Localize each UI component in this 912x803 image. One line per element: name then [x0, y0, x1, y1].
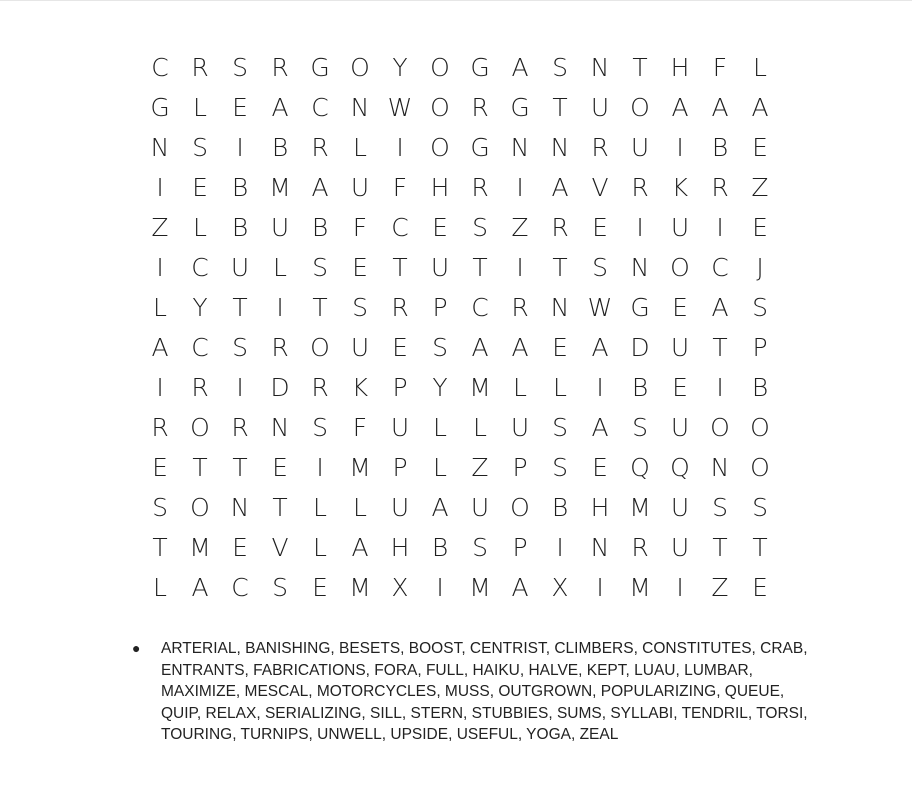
- grid-cell: E: [232, 532, 248, 562]
- grid-cell: O: [430, 52, 450, 82]
- grid-cell: O: [190, 492, 210, 522]
- grid-cell: R: [191, 372, 209, 402]
- grid-cell: M: [189, 532, 211, 562]
- grid-cell: C: [151, 52, 169, 82]
- grid-cell: A: [551, 172, 569, 202]
- grid-cell: W: [587, 292, 613, 322]
- grid-cell: H: [670, 52, 690, 82]
- grid-cell: M: [349, 572, 371, 602]
- grid-cell: S: [552, 52, 568, 82]
- grid-cell: S: [272, 572, 288, 602]
- grid-cell: T: [712, 332, 728, 362]
- grid-cell: U: [670, 532, 690, 562]
- grid-cell: V: [591, 172, 609, 202]
- grid-cell: M: [349, 452, 371, 482]
- grid-cell: N: [350, 92, 370, 122]
- grid-cell: U: [670, 412, 690, 442]
- grid-cell: I: [316, 452, 324, 482]
- grid-cell: C: [311, 92, 329, 122]
- grid-cell: A: [711, 292, 729, 322]
- grid-cell: S: [752, 492, 768, 522]
- grid-cell: T: [232, 452, 248, 482]
- grid-cell: S: [312, 412, 328, 442]
- grid-cell: M: [269, 172, 291, 202]
- grid-cell: O: [510, 492, 530, 522]
- grid-cell: L: [153, 292, 167, 322]
- grid-cell: A: [591, 412, 609, 442]
- grid-cell: A: [311, 172, 329, 202]
- grid-cell: Q: [670, 452, 690, 482]
- grid-cell: E: [592, 212, 608, 242]
- grid-cell: R: [271, 332, 289, 362]
- grid-cell: G: [470, 52, 490, 82]
- grid-cell: H: [590, 492, 610, 522]
- grid-cell: L: [753, 52, 767, 82]
- grid-cell: Z: [511, 212, 529, 242]
- grid-cell: O: [350, 52, 370, 82]
- grid-cell: O: [630, 92, 650, 122]
- grid-cell: O: [310, 332, 330, 362]
- grid-cell: A: [471, 332, 489, 362]
- grid-cell: O: [670, 252, 690, 282]
- grid-cell: R: [271, 52, 289, 82]
- grid-cell: T: [272, 492, 288, 522]
- grid-cell: L: [433, 412, 447, 442]
- grid-cell: S: [232, 52, 248, 82]
- grid-cell: P: [512, 532, 528, 562]
- grid-cell: I: [516, 172, 524, 202]
- grid-cell: C: [191, 332, 209, 362]
- grid-cell: F: [392, 172, 408, 202]
- grid-cell: N: [230, 492, 250, 522]
- grid-cell: X: [391, 572, 409, 602]
- grid-cell: A: [511, 52, 529, 82]
- grid-cell: C: [191, 252, 209, 282]
- grid-cell: I: [596, 572, 604, 602]
- grid-cell: S: [632, 412, 648, 442]
- grid-cell: I: [716, 372, 724, 402]
- grid-cell: U: [630, 132, 650, 162]
- grid-cell: U: [670, 332, 690, 362]
- grid-cell: P: [752, 332, 768, 362]
- grid-cell: E: [272, 452, 288, 482]
- grid-cell: R: [711, 172, 729, 202]
- grid-cell: T: [192, 452, 208, 482]
- grid-cell: R: [311, 372, 329, 402]
- grid-cell: T: [312, 292, 328, 322]
- grid-cell: L: [313, 492, 327, 522]
- bullet-icon: ●: [132, 640, 141, 656]
- grid-cell: E: [752, 212, 768, 242]
- grid-cell: R: [471, 92, 489, 122]
- grid-cell: W: [387, 92, 413, 122]
- grid-cell: U: [430, 252, 450, 282]
- grid-cell: E: [672, 292, 688, 322]
- grid-cell: G: [150, 92, 170, 122]
- grid-cell: U: [590, 92, 610, 122]
- grid-cell: A: [191, 572, 209, 602]
- grid-cell: Z: [751, 172, 769, 202]
- grid-cell: S: [192, 132, 208, 162]
- word-list: [132, 638, 812, 746]
- grid-cell: A: [671, 92, 689, 122]
- grid-cell: T: [632, 52, 648, 82]
- grid-cell: V: [271, 532, 289, 562]
- grid-cell: I: [156, 172, 164, 202]
- grid-cell: L: [193, 212, 207, 242]
- grid-cell: P: [392, 452, 408, 482]
- grid-cell: T: [752, 532, 768, 562]
- grid-cell: G: [510, 92, 530, 122]
- grid-cell: Z: [711, 572, 729, 602]
- grid-cell: O: [750, 412, 770, 442]
- grid-cell: A: [511, 332, 529, 362]
- grid-cell: B: [631, 372, 649, 402]
- grid-cell: A: [351, 532, 369, 562]
- grid-cell: L: [553, 372, 567, 402]
- grid-cell: U: [350, 172, 370, 202]
- grid-cell: U: [470, 492, 490, 522]
- top-divider: [0, 0, 912, 1]
- grid-cell: S: [312, 252, 328, 282]
- grid-cell: I: [636, 212, 644, 242]
- grid-cell: H: [430, 172, 450, 202]
- grid-cell: O: [710, 412, 730, 442]
- grid-cell: I: [156, 372, 164, 402]
- grid-cell: B: [311, 212, 329, 242]
- grid-cell: R: [231, 412, 249, 442]
- grid-cell: L: [353, 132, 367, 162]
- word-list-text: ARTERIAL, BANISHING, BESETS, BOOST, CENTRIST, CLIMBERS, CONSTITUTES, CRAB, ENTRANTS, FABRICATIONS, FORA, FULL, HAIKU, HALVE, KEPT, LUAU, LUMBAR, MAXIMIZE, MESCAL, MOTORCYCLES, MUSS, OUTGROWN, POPULARIZING, QUEUE, QUIP, RELAX, SERIALIZING, SILL, STERN, STUBBIES, SUMS, SYLLABI, TENDRIL, TORSI, TOURING, TURNIPS, UNWELL, UPSIDE, USEFUL, YOGA, ZEAL: [161, 640, 808, 743]
- grid-cell: O: [750, 452, 770, 482]
- grid-cell: S: [752, 292, 768, 322]
- grid-cell: E: [552, 332, 568, 362]
- grid-cell: N: [590, 532, 610, 562]
- grid-cell: A: [151, 332, 169, 362]
- grid-cell: U: [670, 212, 690, 242]
- grid-cell: G: [470, 132, 490, 162]
- grid-cell: S: [552, 452, 568, 482]
- grid-cell: E: [752, 572, 768, 602]
- grid-cell: R: [511, 292, 529, 322]
- grid-cell: R: [471, 172, 489, 202]
- grid-cell: I: [436, 572, 444, 602]
- grid-cell: E: [312, 572, 328, 602]
- grid-cell: I: [276, 292, 284, 322]
- grid-cell: I: [676, 572, 684, 602]
- grid-cell: L: [353, 492, 367, 522]
- grid-cell: B: [431, 532, 449, 562]
- grid-cell: G: [310, 52, 330, 82]
- grid-cell: I: [716, 212, 724, 242]
- grid-cell: M: [469, 372, 491, 402]
- grid-cell: L: [153, 572, 167, 602]
- grid-cell: P: [512, 452, 528, 482]
- grid-cell: N: [150, 132, 170, 162]
- grid-cell: T: [392, 252, 408, 282]
- grid-cell: U: [670, 492, 690, 522]
- grid-cell: S: [432, 332, 448, 362]
- grid-cell: E: [232, 92, 248, 122]
- grid-cell: A: [591, 332, 609, 362]
- grid-cell: O: [430, 132, 450, 162]
- grid-cell: L: [313, 532, 327, 562]
- grid-cell: L: [473, 412, 487, 442]
- grid-cell: E: [192, 172, 208, 202]
- grid-cell: X: [551, 572, 569, 602]
- grid-cell: T: [152, 532, 168, 562]
- grid-cell: I: [396, 132, 404, 162]
- grid-cell: I: [556, 532, 564, 562]
- grid-cell: E: [752, 132, 768, 162]
- grid-cell: C: [471, 292, 489, 322]
- grid-cell: A: [511, 572, 529, 602]
- grid-cell: E: [392, 332, 408, 362]
- grid-cell: I: [236, 372, 244, 402]
- grid-cell: J: [756, 252, 764, 282]
- grid-cell: O: [430, 92, 450, 122]
- grid-cell: C: [391, 212, 409, 242]
- grid-cell: N: [710, 452, 730, 482]
- grid-cell: E: [152, 452, 168, 482]
- grid-cell: G: [630, 292, 650, 322]
- grid-cell: N: [510, 132, 530, 162]
- grid-cell: C: [231, 572, 249, 602]
- grid-cell: U: [350, 332, 370, 362]
- grid-cell: S: [592, 252, 608, 282]
- grid-cell: Y: [192, 292, 208, 322]
- grid-cell: R: [591, 132, 609, 162]
- grid-cell: R: [191, 52, 209, 82]
- grid-cell: S: [472, 212, 488, 242]
- grid-cell: L: [433, 452, 447, 482]
- grid-cell: B: [231, 172, 249, 202]
- grid-cell: R: [551, 212, 569, 242]
- grid-cell: R: [151, 412, 169, 442]
- grid-cell: B: [751, 372, 769, 402]
- grid-cell: U: [270, 212, 290, 242]
- grid-cell: L: [273, 252, 287, 282]
- grid-cell: P: [392, 372, 408, 402]
- grid-cell: E: [352, 252, 368, 282]
- grid-cell: B: [551, 492, 569, 522]
- grid-cell: A: [751, 92, 769, 122]
- grid-cell: Z: [151, 212, 169, 242]
- grid-cell: U: [230, 252, 250, 282]
- grid-cell: R: [631, 172, 649, 202]
- grid-cell: T: [552, 252, 568, 282]
- grid-cell: Y: [392, 52, 408, 82]
- grid-cell: R: [631, 532, 649, 562]
- grid-cell: E: [432, 212, 448, 242]
- grid-cell: N: [590, 52, 610, 82]
- grid-cell: N: [550, 132, 570, 162]
- grid-cell: L: [513, 372, 527, 402]
- grid-cell: I: [676, 132, 684, 162]
- grid-cell: Q: [630, 452, 650, 482]
- grid-cell: B: [711, 132, 729, 162]
- grid-cell: H: [390, 532, 410, 562]
- grid-cell: T: [552, 92, 568, 122]
- grid-cell: N: [270, 412, 290, 442]
- grid-cell: S: [152, 492, 168, 522]
- grid-cell: P: [432, 292, 448, 322]
- grid-cell: M: [469, 572, 491, 602]
- grid-cell: B: [271, 132, 289, 162]
- grid-cell: S: [552, 412, 568, 442]
- grid-cell: I: [156, 252, 164, 282]
- grid-cell: Y: [432, 372, 448, 402]
- word-search-grid: [140, 47, 780, 607]
- grid-cell: E: [672, 372, 688, 402]
- grid-cell: U: [510, 412, 530, 442]
- grid-cell: F: [712, 52, 728, 82]
- grid-cell: N: [630, 252, 650, 282]
- grid-cell: A: [271, 92, 289, 122]
- grid-cell: E: [592, 452, 608, 482]
- grid-cell: R: [311, 132, 329, 162]
- grid-cell: A: [431, 492, 449, 522]
- grid-cell: D: [270, 372, 290, 402]
- grid-cell: I: [516, 252, 524, 282]
- grid-cell: T: [712, 532, 728, 562]
- grid-cell: K: [351, 372, 369, 402]
- grid-cell: S: [712, 492, 728, 522]
- grid-cell: B: [231, 212, 249, 242]
- grid-cell: M: [629, 492, 651, 522]
- grid-cell: K: [671, 172, 689, 202]
- grid-cell: O: [190, 412, 210, 442]
- grid-cell: R: [391, 292, 409, 322]
- grid-cell: F: [352, 212, 368, 242]
- grid-cell: D: [630, 332, 650, 362]
- grid-cell: I: [236, 132, 244, 162]
- grid-cell: U: [390, 492, 410, 522]
- grid-cell: N: [550, 292, 570, 322]
- grid-cell: S: [352, 292, 368, 322]
- grid-cell: L: [193, 92, 207, 122]
- grid-cell: C: [711, 252, 729, 282]
- grid-cell: M: [629, 572, 651, 602]
- grid-cell: S: [472, 532, 488, 562]
- grid-cell: T: [232, 292, 248, 322]
- grid-cell: A: [711, 92, 729, 122]
- grid-cell: S: [232, 332, 248, 362]
- grid-cell: T: [472, 252, 488, 282]
- grid-cell: Z: [471, 452, 489, 482]
- grid-cell: U: [390, 412, 410, 442]
- grid-cell: I: [596, 372, 604, 402]
- grid-cell: F: [352, 412, 368, 442]
